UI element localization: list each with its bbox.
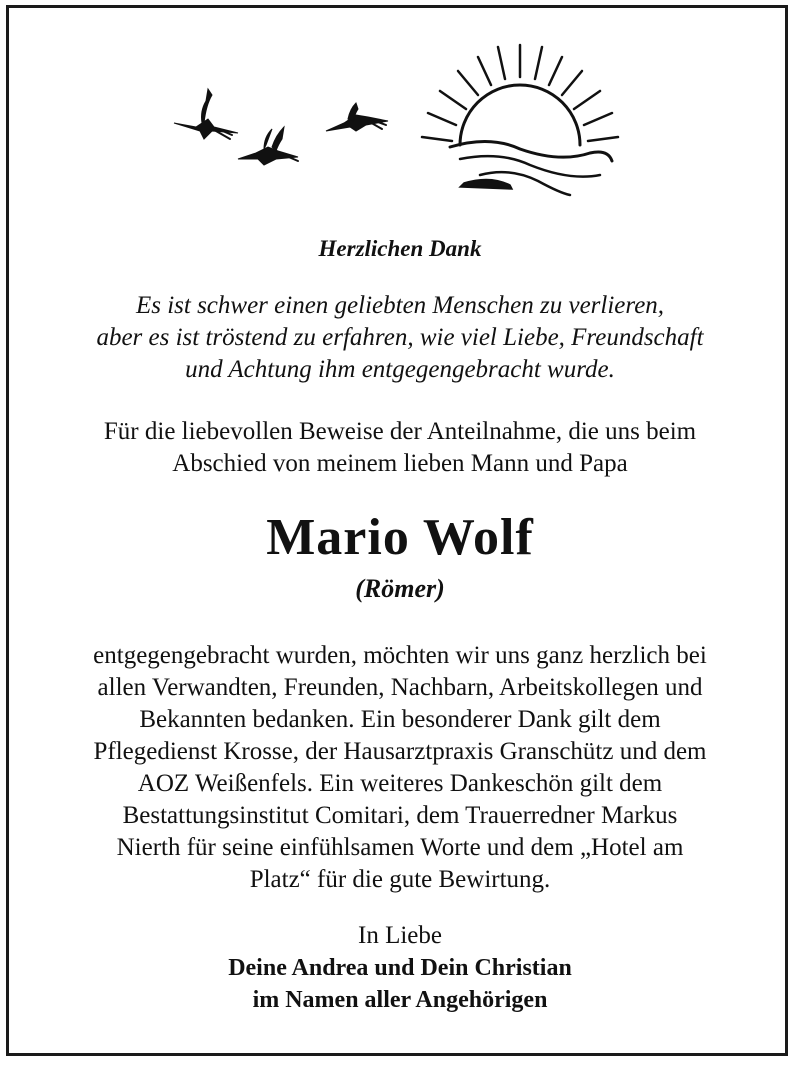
deceased-alias: (Römer): [355, 574, 445, 603]
body-line: allen Verwandten, Freunden, Nachbarn, Arbeitskollegen und: [97, 674, 703, 701]
intro-line: Abschied von meinem lieben Mann und Papa: [172, 450, 628, 477]
sunset-icon: [422, 45, 618, 195]
body-line: Bekannten bedanken. Ein besonderer Dank gilt dem: [139, 706, 661, 733]
quote-line: und Achtung ihm entgegengebracht wurde.: [185, 356, 615, 383]
body-line: Bestattungsinstitut Comitari, dem Trauerredner Markus: [122, 802, 678, 829]
signature-line: im Namen aller Angehörigen: [252, 987, 548, 1013]
bird-icon: [238, 127, 298, 165]
quote-line: aber es ist tröstend zu erfahren, wie viel Liebe, Freundschaft: [96, 324, 704, 351]
quote-line: Es ist schwer einen geliebten Menschen zu verlieren,: [135, 292, 665, 319]
signature-line: Deine Andrea und Dein Christian: [228, 955, 572, 981]
birds-sunset-artwork: [160, 35, 630, 210]
intro-line: Für die liebevollen Beweise der Anteilnahme, die uns beim: [103, 418, 697, 445]
bird-icon: [326, 103, 388, 131]
body-line: AOZ Weißenfels. Ein weiteres Dankeschön gilt dem: [137, 770, 663, 797]
body-line: Platz“ für die gute Bewirtung.: [249, 866, 551, 893]
bird-icon: [174, 89, 238, 139]
body-line: entgegengebracht wurden, möchten wir uns ganz herzlich bei: [93, 642, 707, 669]
closing-phrase: In Liebe: [358, 922, 442, 949]
body-line: Pflegedienst Krosse, der Hausarztpraxis Granschütz und dem: [93, 738, 707, 765]
deceased-name: Mario Wolf: [266, 509, 534, 566]
body-line: Nierth für seine einfühlsamen Worte und dem „Hotel am: [116, 834, 684, 861]
heading: Herzlichen Dank: [318, 236, 482, 261]
